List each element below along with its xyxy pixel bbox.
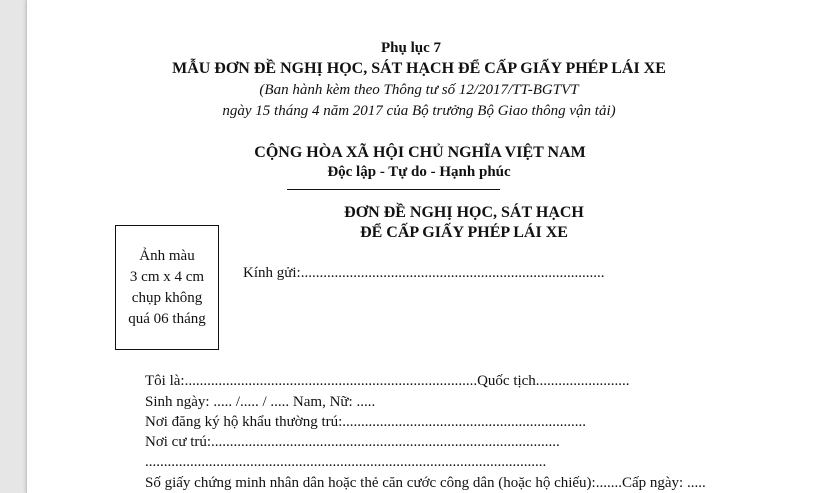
photo-box-line-3: chụp không — [131, 289, 203, 306]
appendix-label: Phụ lục 7 — [380, 40, 442, 56]
field-id-number: Số giấy chứng minh nhân dân hoặc thẻ căn cước công dân (hoặc hộ chiếu):.......Cấp ngày: ..... — [145, 475, 706, 491]
form-title: MẪU ĐƠN ĐỀ NGHỊ HỌC, SÁT HẠCH ĐỂ CẤP GIẤY PHÉP LÁI XE — [172, 60, 666, 77]
issued-line-1: (Ban hành kèm theo Thông tư số 12/2017/TT-BGTVT — [259, 82, 579, 98]
field-permanent-residence: Nơi đăng ký hộ khẩu thường trú:................................................................. — [145, 414, 587, 430]
recipient-line: Kính gửi:................................................................................. — [243, 265, 605, 281]
motto: Độc lập - Tự do - Hạnh phúc — [327, 164, 511, 180]
application-title-1: ĐƠN ĐỀ NGHỊ HỌC, SÁT HẠCH — [344, 204, 584, 221]
field-continuation-dots: ........................................................................................................... — [145, 454, 547, 470]
photo-box-line-4: quá 06 tháng — [128, 310, 206, 327]
photo-box — [115, 225, 219, 350]
document-page — [26, 0, 828, 493]
motto-underline — [287, 189, 500, 190]
photo-box-line-2: 3 cm x 4 cm — [129, 268, 205, 285]
application-title-2: ĐỂ CẤP GIẤY PHÉP LÁI XE — [360, 224, 568, 241]
field-name-nationality: Tôi là:..............................................................................Quốc tịch......................... — [145, 373, 630, 389]
photo-box-line-1: Ảnh màu — [139, 247, 195, 264]
field-date-of-birth: Sinh ngày: ..... /..... / ..... Nam, Nữ: ..... — [145, 394, 376, 410]
issued-line-2: ngày 15 tháng 4 năm 2017 của Bộ trưởng Bộ Giao thông vận tải) — [222, 103, 616, 119]
nation-heading: CỘNG HÒA XÃ HỘI CHỦ NGHĨA VIỆT NAM — [254, 144, 586, 161]
field-current-residence: Nơi cư trú:............................................................................................. — [145, 434, 560, 450]
